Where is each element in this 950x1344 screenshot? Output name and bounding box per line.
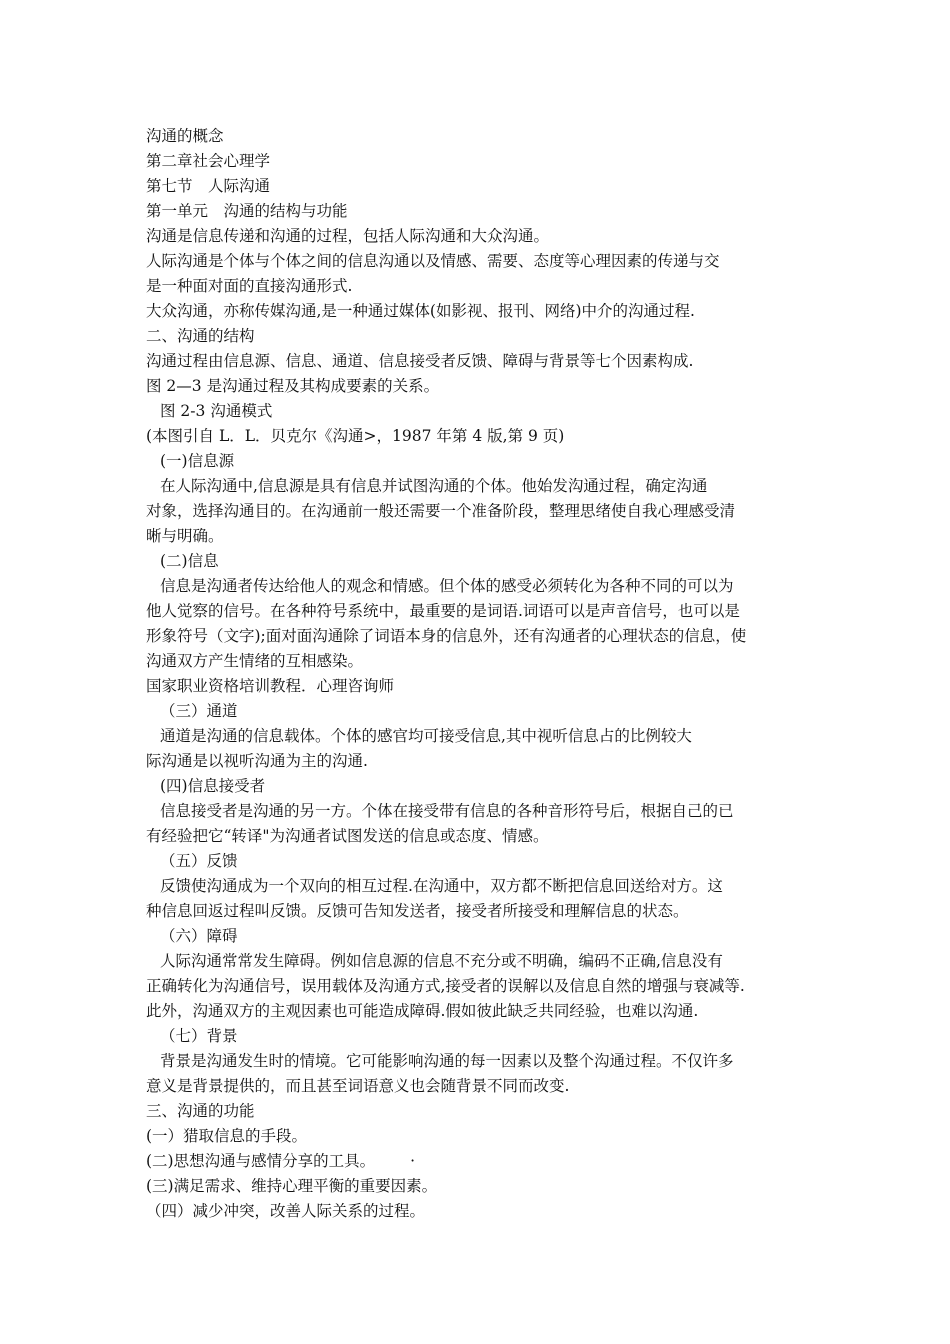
- paragraph-line: 此外，沟通双方的主观因素也可能造成障碍.假如彼此缺乏共同经验，也难以沟通.: [146, 1002, 699, 1020]
- paragraph-line: 信息接受者是沟通的另一方。个体在接受带有信息的各种音形符号后，根据自己的已: [160, 802, 734, 820]
- paragraph-line: 正确转化为沟通信号，误用载体及沟通方式,接受者的误解以及信息自然的增强与衰减等.: [146, 977, 745, 995]
- paragraph-line: 是一种面对面的直接沟通形式.: [146, 277, 353, 295]
- function-item: (三)满足需求、维持心理平衡的重要因素。: [146, 1177, 438, 1195]
- paragraph-line: 对象，选择沟通目的。在沟通前一般还需要一个准备阶段，整理思绪使自我心理感受清: [146, 502, 736, 520]
- figure-caption: 图 2-3 沟通模式: [160, 402, 273, 420]
- item-heading: (一)信息源: [160, 452, 235, 470]
- paragraph-line: 晰与明确。: [146, 527, 224, 545]
- paragraph-line: 沟通过程由信息源、信息、通道、信息接受者反馈、障碍与背景等七个因素构成.: [146, 352, 694, 370]
- paragraph-line: 在人际沟通中,信息源是具有信息并试图沟通的个体。他始发沟通过程，确定沟通: [160, 477, 708, 495]
- paragraph-line: 他人觉察的信号。在各种符号系统中，最重要的是词语.词语可以是声音信号，也可以是: [146, 602, 740, 620]
- paragraph-line: 图 2—3 是沟通过程及其构成要素的关系。: [146, 377, 440, 395]
- chapter-heading: 第二章社会心理学: [146, 152, 271, 170]
- paragraph-line: 背景是沟通发生时的情境。它可能影响沟通的每一因素以及整个沟通过程。不仅许多: [160, 1052, 734, 1070]
- subheading-structure: 二、沟通的结构: [146, 327, 255, 345]
- function-item: （四）减少冲突，改善人际关系的过程。: [146, 1202, 426, 1220]
- paragraph-line: 意义是背景提供的，而且甚至词语意义也会随背景不同而改变.: [146, 1077, 570, 1095]
- item-heading: （七）背景: [160, 1027, 238, 1045]
- paragraph-line: 际沟通是以视听沟通为主的沟通.: [146, 752, 368, 770]
- paragraph-line: 人际沟通是个体与个体之间的信息沟通以及情感、需要、态度等心理因素的传递与交: [146, 252, 720, 270]
- paragraph-line: 人际沟通常常发生障碍。例如信息源的信息不充分或不明确，编码不正确,信息没有: [160, 952, 723, 970]
- section-heading: 第七节 人际沟通: [146, 177, 271, 195]
- item-heading: （六）障碍: [160, 927, 238, 945]
- subheading-function: 三、沟通的功能: [146, 1102, 255, 1120]
- running-header: 国家职业资格培训教程．心理咨询师: [146, 677, 395, 695]
- paragraph-line: 种信息回返过程叫反馈。反馈可告知发送者，接受者所接受和理解信息的状态。: [146, 902, 689, 920]
- paragraph-line: 形象符号（文字);面对面沟通除了词语本身的信息外，还有沟通者的心理状态的信息，使: [146, 627, 747, 645]
- paragraph-line: 通道是沟通的信息载体。个体的感官均可接受信息,其中视听信息占的比例较大: [160, 727, 692, 745]
- paragraph-line: 沟通双方产生情绪的互相感染。: [146, 652, 364, 670]
- paragraph-line: 大众沟通，亦称传媒沟通,是一种通过媒体(如影视、报刊、网络)中介的沟通过程.: [146, 302, 695, 320]
- paragraph-line: 反馈使沟通成为一个双向的相互过程.在沟通中，双方都不断把信息回送给对方。这: [160, 877, 723, 895]
- document-body: [146, 124, 806, 1224]
- item-heading: （五）反馈: [160, 852, 238, 870]
- doc-title: 沟通的概念: [146, 127, 224, 145]
- function-item: (一）猎取信息的手段。: [146, 1127, 308, 1145]
- unit-heading: 第一单元 沟通的结构与功能: [146, 202, 348, 220]
- paragraph-line: 信息是沟通者传达给他人的观念和情感。但个体的感受必须转化为各种不同的可以为: [160, 577, 734, 595]
- item-heading: (二)信息: [160, 552, 219, 570]
- item-heading: （三）通道: [160, 702, 238, 720]
- item-heading: (四)信息接受者: [160, 777, 266, 795]
- stray-dot-mark: ·: [410, 1152, 416, 1170]
- figure-source: (本图引自 L．L．贝克尔《沟通>，1987 年第 4 版,第 9 页): [146, 427, 565, 445]
- function-item-text: (二)思想沟通与感情分享的工具。: [146, 1152, 376, 1170]
- paragraph-line: 沟通是信息传递和沟通的过程，包括人际沟通和大众沟通。: [146, 227, 550, 245]
- paragraph-line: 有经验把它“转译"为沟通者试图发送的信息或态度、情感。: [146, 827, 549, 845]
- function-item: [146, 1149, 806, 1174]
